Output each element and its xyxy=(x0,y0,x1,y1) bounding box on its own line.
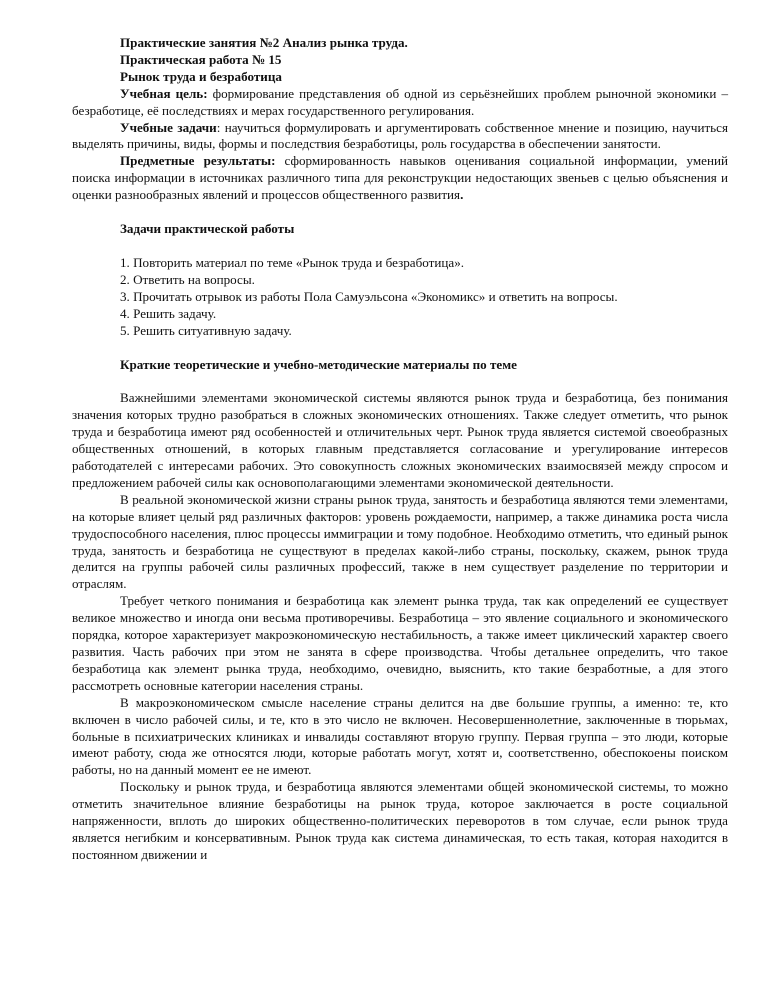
theory-paragraph-3: Требует четкого понимания и безработица как элемент рынка труда, так как определений ее существует великое множество и иногда они весьма противоречивы. Безработица – это явление социального и экономического порядка, которое характеризует макроэкономическую нестабильность, а также имеет циклический характер своего развития. Часть рабочих при этом не занята в сфере производства. Чтобы детальнее определить, что такое безработица как элемент рынка труда, необходимо, очевидно, выяснить, кто такие безработные, а для этого рассмотреть основные категории населения страны. xyxy=(72,593,728,693)
study-goal-paragraph xyxy=(72,86,728,120)
study-goal-label: Учебная цель: xyxy=(120,85,208,101)
subject-results-end: . xyxy=(460,187,464,203)
task-item-5: 5. Решить ситуативную задачу. xyxy=(120,322,292,338)
study-goal-text: формирование представления об одной из серьёзнейших проблем рыночной экономики – безработице, её последствиях и мерах государственного регулирования. xyxy=(72,85,728,118)
subject-results-paragraph xyxy=(72,153,728,204)
theory-paragraph-2: В реальной экономической жизни страны рынок труда, занятость и безработица являются теми элементами, на которые влияет целый ряд различных факторов: уровень рождаемости, например, а также динамика роста числа трудоспособного населения, плюс процессы иммиграции и тому подобное. Необходимо отметить, что единый рынок труда, занятость и безработица не существуют в пределах какой-либо страны, поскольку, скажем, рынок труда делится на группы рабочей силы различных профессий, также в нем существует разделение по территории и отраслям. xyxy=(72,491,728,592)
study-tasks-text: : научиться формулировать и аргументировать собственное мнение и позицию, научиться выделять причины, виды, формы и последствия безработицы, роль государства в обеспечении занятости. xyxy=(72,119,728,152)
theory-heading: Краткие теоретические и учебно-методические материалы по теме xyxy=(120,356,517,372)
doc-title-line-1: Практические занятия №2 Анализ рынка труда. xyxy=(120,35,408,50)
task-item-3: 3. Прочитать отрывок из работы Пола Самуэльсона «Экономикс» и ответить на вопросы. xyxy=(120,288,618,304)
task-item-1: 1. Повторить материал по теме «Рынок труда и безработица». xyxy=(120,254,465,270)
doc-title-line-3: Рынок труда и безработица xyxy=(120,68,282,84)
study-tasks-paragraph xyxy=(72,120,728,154)
subject-results-label: Предметные результаты: xyxy=(120,153,276,169)
theory-paragraph-4: В макроэкономическом смысле население страны делится на две большие группы, а именно: те, кто включен в число рабочей силы, и те, кто в это число не включен. Несовершеннолетние, заключенные в тюрьмах, больные в психиатрических клиниках и инвалиды составляют вторую группу. Первая группа – это люди, которые имеют работу, сюда же относятся люди, которые работать могут, хотят и, соответственно, обеспокоены поиском работы, но на данный момент ее не имеют. xyxy=(72,694,728,778)
spacer xyxy=(72,238,728,255)
task-item-4: 4. Решить задачу. xyxy=(120,305,217,321)
task-item-2: 2. Ответить на вопросы. xyxy=(120,271,255,287)
theory-paragraph-5: Поскольку и рынок труда, и безработица являются элементами общей экономической системы, то можно отметить значительное влияние безработицы на рынок труда, которое заключается в росте социальной напряженности, вплоть до широких общественно-политических переворотов в том случае, если рынок труда является негибким и консервативным. Рынок труда как система динамическая, то есть такая, которая находится в постоянном движении и xyxy=(72,779,728,862)
document-page xyxy=(72,35,728,864)
doc-title-line-2: Практическая работа № 15 xyxy=(120,51,282,67)
subject-results-text: сформированность навыков оценивания социальной информации, умений поиска информации в источниках различного типа для реконструкции недостающих звеньев с целью объяснения и оценки разнообразных явлений и процессов общественного развития xyxy=(72,153,728,203)
tasks-heading: Задачи практической работы xyxy=(120,221,295,237)
spacer xyxy=(72,204,728,221)
spacer xyxy=(72,340,728,357)
spacer xyxy=(72,373,728,390)
study-tasks-label: Учебные задачи xyxy=(120,119,217,135)
theory-paragraph-1: Важнейшими элементами экономической системы являются рынок труда и безработица, без понимания значения которых трудно разобраться в сложных экономических отношениях. Также следует отметить, что рынок труда и безработица имеют ряд особенностей и отличительных черт. Рынок труда является системой своеобразных общественных отношений, в которых главным представляется согласование и урегулирование интересов работодателей с интересами рабочих. Это совокупность сложных экономических взаимосвязей между спросом и предложением рабочей силы как основополагающими элементами экономической деятельности. xyxy=(72,390,728,490)
